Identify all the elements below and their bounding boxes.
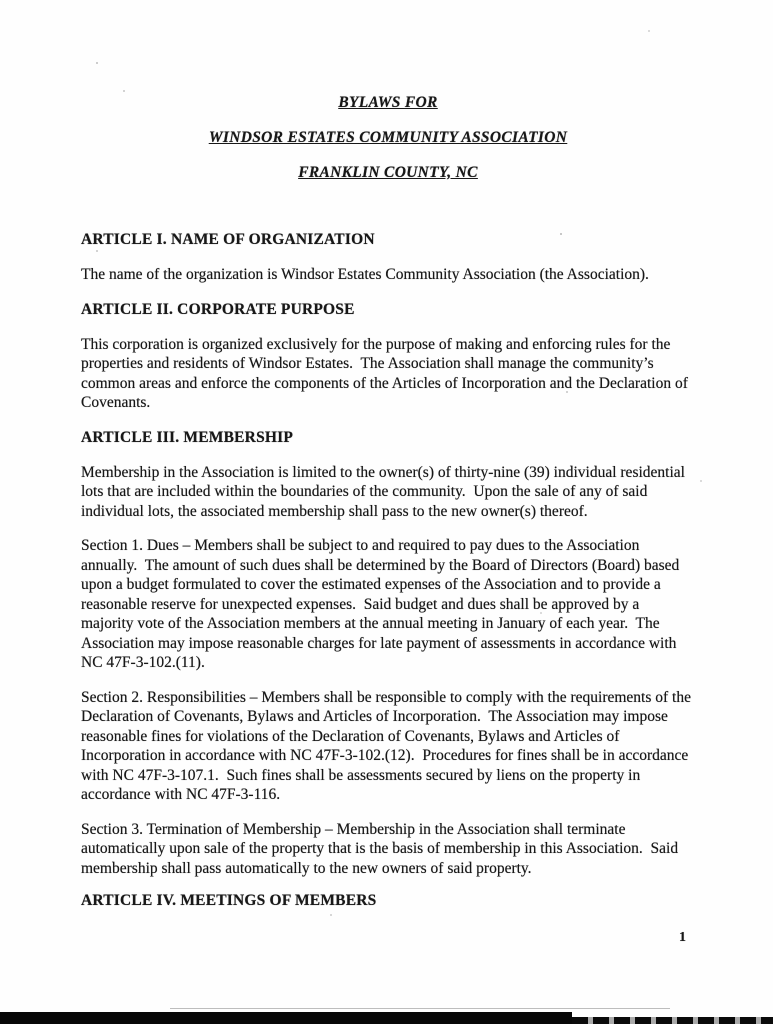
section-1-dues-paragraph: Section 1. Dues – Members shall be subject to and required to pay dues to the Association annually. The amount of such dues shall be determined by the Board of Directors (Board) based upon a budget formulated to cover the estimated expenses of the Association and to provide a reasonable reserve for unexpected expenses. Said budget and dues shall be approved by a majority vote of the Association members at the annual meeting in January of each year. The Association may impose reasonable charges for late payment of assessments in accordance with NC 47F-3-102.(11).: [81, 537, 684, 671]
article-i-heading: ARTICLE I. NAME OF ORGANIZATION: [81, 231, 375, 248]
section-3-termination-paragraph: Section 3. Termination of Membership – Membership in the Association shall terminate automatically upon sale of the property that is the basis of membership in this Association. Said membership shall pass automatically to the new owners of said property.: [81, 820, 682, 877]
article-iii-membership-paragraph: Membership in the Association is limited to the owner(s) of thirty-nine (39) individual residential lots that are included within the boundaries of the community. Upon the sale of any of said individual lots, the associated membership shall pass to the new owner(s) thereof.: [81, 463, 689, 520]
article-ii-heading: ARTICLE II. CORPORATE PURPOSE: [81, 300, 355, 318]
document-content: [81, 95, 695, 926]
scan-band-solid-segment: [0, 1012, 572, 1024]
article-iv-heading: ARTICLE IV. MEETINGS OF MEMBERS: [81, 892, 377, 909]
section-2-responsibilities-paragraph: Section 2. Responsibilities – Members shall be responsible to comply with the requirements of the Declaration of Covenants, Bylaws and Articles of Incorporation. The Association may impose reasonable fines for violations of the Declaration of Covenants, Bylaws and Articles of Incorporation in accordance with NC 47F-3-102.(12). Procedures for fines shall be in accordance with NC 47F-3-107.1. Such fines shall be assessments secured by liens on the property in accordance with NC 47F-3-116.: [81, 688, 695, 803]
article-iii-heading: ARTICLE III. MEMBERSHIP: [81, 428, 294, 446]
document-title-line-1: BYLAWS FOR: [338, 94, 438, 111]
document-title-line-3: FRANKLIN COUNTY, NC: [298, 164, 478, 181]
scan-band-dashed-segment: [572, 1017, 773, 1024]
article-i-paragraph: The name of the organization is Windsor Estates Community Association (the Association).: [81, 266, 649, 283]
scan-bottom-black-band: [0, 1011, 773, 1024]
article-ii-paragraph: This corporation is organized exclusively for the purpose of making and enforcing rules for the properties and residents of Windsor Estates. The Association shall manage the community’s common areas and enforce the components of the Articles of Incorporation and the Declaration of Covenants.: [81, 335, 692, 411]
scan-noise-speckles: [0, 0, 2, 2]
scan-edge-artifact-line: [170, 1008, 670, 1009]
page-number: 1: [679, 930, 686, 945]
document-title-line-2: WINDSOR ESTATES COMMUNITY ASSOCIATION: [208, 129, 568, 146]
